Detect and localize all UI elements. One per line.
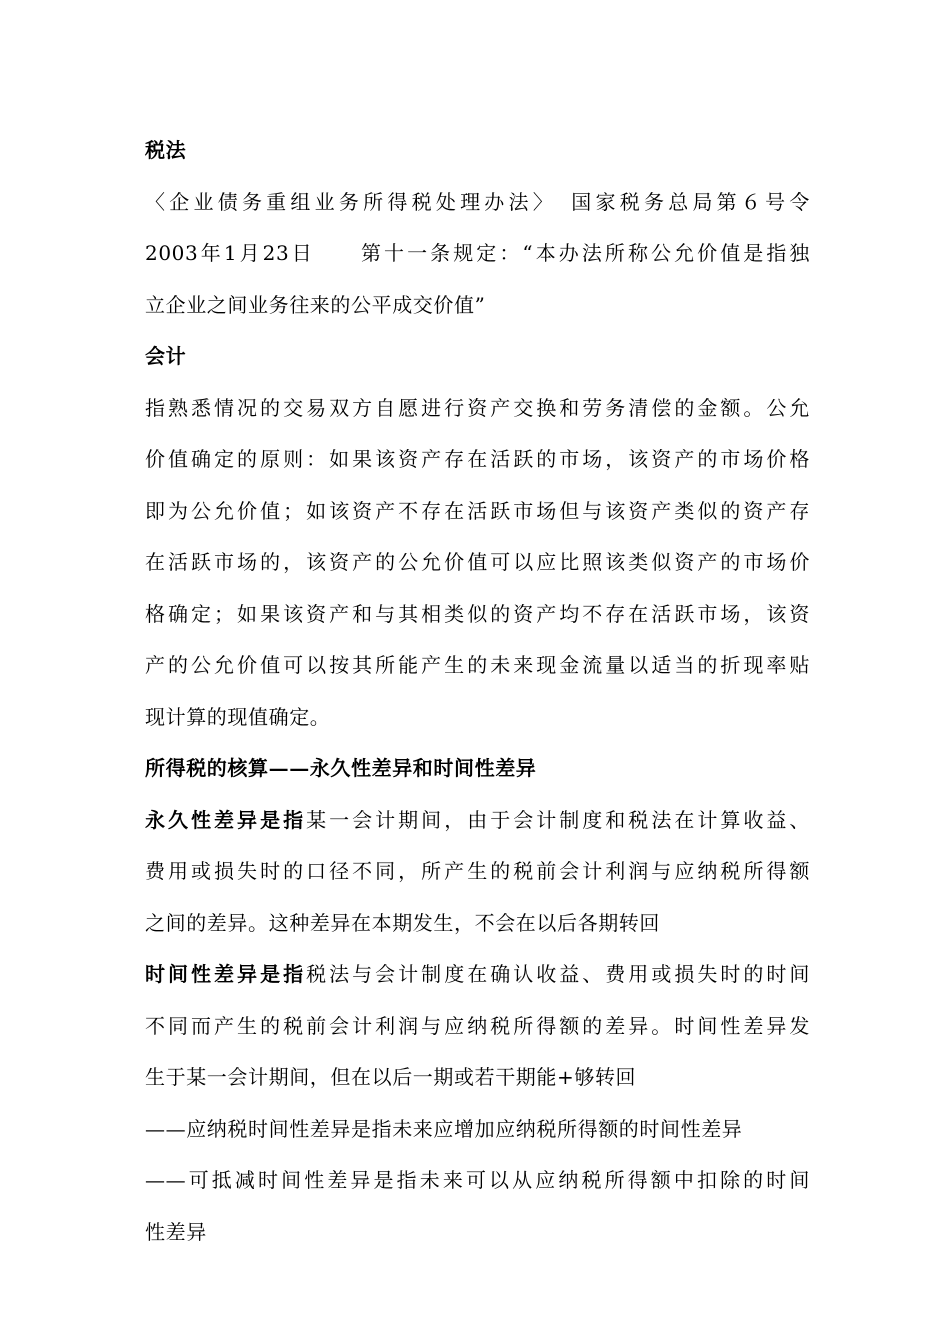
- permanent-diff-term: 永久性差异是指: [145, 807, 307, 832]
- timing-diff-line-1-text: 税法与会计制度在确认收益、费用或损失时的时间: [306, 962, 811, 986]
- accounting-line-6: 产的公允价值可以按其所能产生的未来现金流量以适当的折现率贴: [145, 653, 810, 677]
- tax-law-line-2: 2003年1月23日 第十一条规定：“本办法所称公允价值是指独: [145, 241, 810, 265]
- timing-diff-term: 时间性差异是指: [145, 962, 307, 986]
- tax-law-heading: 税法: [145, 138, 187, 162]
- tax-law-line-1: 〈企业债务重组业务所得税处理办法〉 国家税务总局第６号令: [145, 189, 810, 214]
- deductible-timing-diff-line-2: 性差异: [145, 1219, 207, 1244]
- permanent-diff-line-3: 之间的差异。这种差异在本期发生，不会在以后各期转回: [145, 910, 660, 935]
- timing-diff-line-2: 不同而产生的税前会计利润与应纳税所得额的差异。时间性差异发: [145, 1013, 810, 1038]
- accounting-line-1: 指熟悉情况的交易双方自愿进行资产交换和劳务清偿的金额。公允: [145, 395, 810, 420]
- accounting-heading: 会计: [145, 344, 187, 368]
- accounting-line-3: 即为公允价值；如该资产不存在活跃市场但与该资产类似的资产存: [145, 498, 810, 523]
- deductible-timing-diff-line-1: ——可抵减时间性差异是指未来可以从应纳税所得额中扣除的时间: [145, 1168, 810, 1192]
- permanent-diff-line-1-text: 某一会计期间，由于会计制度和税法在计算收益、: [306, 807, 811, 832]
- timing-diff-line-3: 生于某一会计期间，但在以后一期或若干期能+够转回: [145, 1065, 637, 1089]
- document-page: [145, 125, 810, 1258]
- tax-law-line-3: 立企业之间业务往来的公平成交价值”: [145, 292, 486, 317]
- taxable-timing-diff-line: ——应纳税时间性差异是指未来应增加应纳税所得额的时间性差异: [145, 1116, 743, 1141]
- accounting-line-2: 价值确定的原则：如果该资产存在活跃的市场，该资产的市场价格: [145, 447, 810, 471]
- income-tax-heading: 所得税的核算——永久性差异和时间性差异: [145, 756, 537, 780]
- accounting-line-4: 在活跃市场的，该资产的公允价值可以应比照该类似资产的市场价: [145, 550, 810, 574]
- accounting-line-7: 现计算的现值确定。: [145, 704, 331, 729]
- accounting-line-5: 格确定；如果该资产和与其相类似的资产均不存在活跃市场，该资: [145, 601, 810, 626]
- timing-diff-line-1: [145, 949, 810, 1001]
- permanent-diff-line-1: [145, 795, 810, 847]
- permanent-diff-line-2: 费用或损失时的口径不同，所产生的税前会计利润与应纳税所得额: [145, 859, 810, 883]
